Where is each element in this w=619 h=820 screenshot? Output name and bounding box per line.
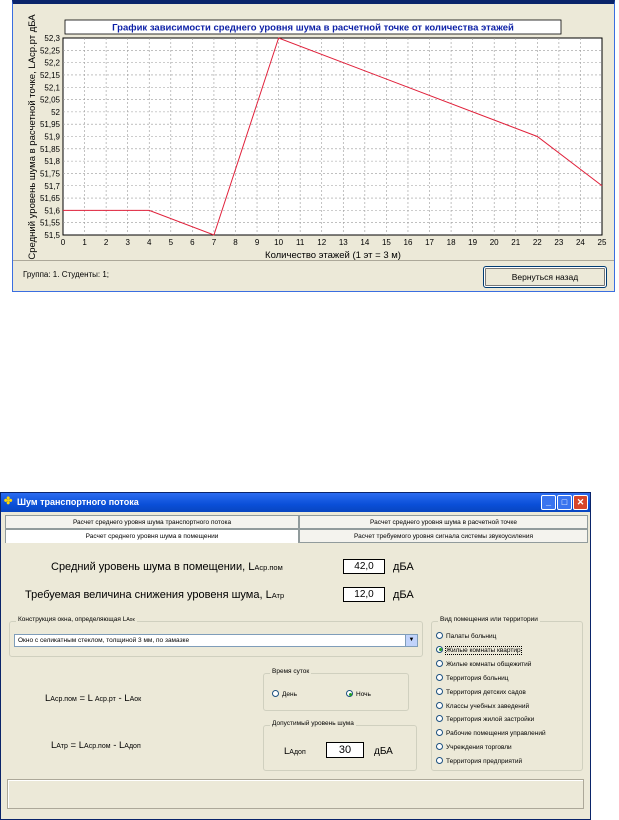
- room-type-label: Жилые комнаты общежитий: [446, 660, 532, 668]
- radio-icon[interactable]: [436, 757, 443, 764]
- radio-icon[interactable]: [436, 688, 443, 695]
- tab-room[interactable]: Расчет среднего уровня шума в помещении: [5, 529, 299, 543]
- y-tick-label: 51,85: [39, 144, 60, 154]
- radio-icon[interactable]: [436, 715, 443, 722]
- noise-chart: [13, 4, 614, 260]
- room-type-label: Учреждения торговли: [446, 744, 512, 752]
- room-type-label: Территория предприятий: [446, 758, 523, 766]
- x-tick-label: 8: [233, 238, 238, 247]
- radio-day-icon[interactable]: [272, 690, 279, 697]
- room-type-option[interactable]: [436, 757, 522, 766]
- radio-icon[interactable]: [436, 646, 443, 653]
- window-title: Шум транспортного потока: [17, 497, 139, 507]
- y-tick-label: 52,1: [44, 83, 60, 93]
- tab-calc-point[interactable]: Расчет среднего уровня шума в расчетной точке: [299, 515, 588, 529]
- title-bar[interactable]: [1, 493, 590, 512]
- x-tick-label: 19: [468, 238, 478, 247]
- allowed-level-label: LАдоп: [284, 746, 306, 757]
- formula-room-level: LАср.пом = L Аср.рт - LАок: [45, 693, 142, 704]
- x-tick-label: 14: [360, 238, 370, 247]
- room-type-option[interactable]: [436, 715, 534, 724]
- room-type-label: Территория жилой застройки: [446, 716, 535, 724]
- x-tick-label: 22: [532, 238, 542, 247]
- tab-traffic-flow[interactable]: Расчет среднего уровня шума транспортного потока: [5, 515, 299, 529]
- y-tick-label: 51,6: [44, 206, 60, 216]
- reduction-label: Требуемая величина снижения уровеня шума, LАтр: [25, 589, 285, 601]
- x-tick-label: 4: [147, 238, 152, 247]
- radio-icon[interactable]: [436, 674, 443, 681]
- room-type-option[interactable]: [436, 632, 496, 641]
- y-tick-label: 51,95: [39, 120, 60, 130]
- x-tick-label: 25: [597, 238, 607, 247]
- room-type-option[interactable]: [436, 674, 509, 683]
- y-tick-labels: [40, 34, 61, 240]
- x-tick-label: 11: [296, 238, 305, 247]
- y-tick-label: 51,75: [39, 169, 60, 179]
- room-type-label: Палаты больниц: [446, 633, 497, 640]
- chevron-down-icon[interactable]: ▼: [405, 635, 417, 646]
- x-tick-label: 21: [511, 238, 521, 247]
- room-type-option[interactable]: [436, 660, 531, 669]
- room-type-label: Жилые комнаты квартир: [446, 646, 521, 654]
- y-axis-label: Средний уровень шума в расчетной точке, LАср.рт дБА: [27, 14, 38, 260]
- x-tick-label: 2: [103, 238, 109, 247]
- allowed-noise-group: [263, 720, 417, 771]
- room-type-option[interactable]: [436, 646, 521, 655]
- allowed-level-unit: дБА: [374, 746, 393, 757]
- divider: [13, 260, 614, 261]
- y-tick-label: 52,3: [44, 34, 60, 43]
- room-type-label: Территория детских садов: [446, 688, 526, 696]
- y-tick-label: 52,25: [39, 46, 60, 56]
- radio-night[interactable]: Ночь: [346, 690, 371, 699]
- formula-reduction: LАтр = LАср.пом - LАдоп: [51, 740, 141, 751]
- window-type-select[interactable]: Окно с селикатным стеклом, толщиной 3 мм, по замазке ▼: [14, 634, 418, 647]
- reduction-unit: дБА: [393, 589, 414, 601]
- y-tick-label: 52: [51, 107, 60, 117]
- radio-day[interactable]: День: [272, 690, 297, 699]
- x-tick-label: 24: [575, 238, 585, 247]
- y-tick-label: 51,55: [39, 218, 60, 228]
- x-tick-label: 10: [274, 238, 284, 247]
- x-tick-labels: [61, 238, 607, 247]
- y-tick-label: 51,5: [44, 231, 60, 240]
- time-group-label: Время суток: [272, 668, 310, 675]
- y-tick-label: 51,7: [44, 181, 60, 191]
- room-type-option[interactable]: [436, 688, 526, 697]
- window-construction-group: [9, 616, 423, 657]
- chart-grid: [63, 38, 602, 235]
- x-tick-label: 5: [168, 238, 174, 247]
- y-tick-label: 51,8: [44, 157, 60, 167]
- x-tick-label: 0: [60, 238, 66, 247]
- time-of-day-group: [263, 668, 409, 711]
- x-tick-label: 1: [82, 238, 87, 247]
- x-tick-label: 12: [317, 238, 327, 247]
- radio-icon[interactable]: [436, 660, 443, 667]
- room-type-label: Территория больниц: [446, 674, 509, 682]
- room-type-group: [431, 616, 583, 771]
- radio-icon[interactable]: [436, 743, 443, 750]
- chart-title: График зависимости среднего уровня шума в расчетной точке от количества этажей: [112, 22, 514, 34]
- room-type-label: Рабочие помещения управлений: [446, 730, 546, 738]
- x-tick-label: 13: [338, 238, 348, 247]
- tab-sound-system[interactable]: Расчет требуемого уровня сигнала системы звукоусиления: [299, 529, 588, 543]
- group-status: Группа: 1. Студенты: 1;: [23, 270, 110, 279]
- radio-icon[interactable]: [436, 632, 443, 639]
- radio-icon[interactable]: [436, 729, 443, 736]
- radio-night-icon[interactable]: [346, 690, 353, 697]
- y-tick-label: 52,15: [39, 70, 60, 80]
- x-tick-label: 6: [190, 238, 195, 247]
- reduction-value: 12,0: [343, 587, 385, 602]
- y-tick-label: 51,9: [44, 132, 60, 142]
- x-tick-label: 7: [211, 238, 217, 247]
- x-tick-label: 23: [554, 238, 564, 247]
- room-type-option[interactable]: [436, 702, 529, 711]
- x-tick-label: 15: [381, 238, 391, 247]
- allowed-group-label: Допустимый уровень шума: [272, 720, 354, 727]
- room-type-label: Классы учебных заведений: [446, 702, 530, 710]
- y-tick-label: 51,65: [39, 194, 60, 204]
- room-type-option[interactable]: [436, 743, 512, 752]
- close-icon[interactable]: ✕: [573, 495, 588, 510]
- avg-level-label: Средний уровень шума в помещении, LАср.пом: [51, 561, 283, 573]
- graph-window: [12, 0, 615, 292]
- x-axis-label: Количество этажей (1 эт = 3 м): [265, 250, 401, 260]
- y-tick-label: 52,2: [44, 58, 60, 68]
- x-tick-label: 3: [125, 238, 130, 247]
- x-tick-label: 20: [489, 238, 499, 247]
- radio-icon[interactable]: [436, 702, 443, 709]
- avg-level-value: 42,0: [343, 559, 385, 574]
- status-bar: [7, 779, 584, 809]
- x-tick-label: 9: [254, 238, 260, 247]
- maximize-icon[interactable]: □: [557, 495, 572, 510]
- window-group-label: Конструкция окна, определяющая LАок: [18, 616, 135, 623]
- room-type-option[interactable]: [436, 729, 546, 738]
- room-group-label: Вид помещения или территории: [440, 616, 538, 623]
- x-tick-label: 17: [425, 238, 434, 247]
- avg-level-unit: дБА: [393, 561, 414, 573]
- minimize-icon[interactable]: _: [541, 495, 556, 510]
- back-button[interactable]: Вернуться назад: [483, 266, 607, 288]
- traffic-noise-window: [0, 492, 591, 820]
- allowed-level-value: 30: [326, 742, 364, 758]
- x-tick-label: 16: [403, 238, 413, 247]
- y-tick-label: 52,05: [39, 95, 60, 105]
- app-icon: ✤: [4, 496, 13, 507]
- x-tick-label: 18: [446, 238, 456, 247]
